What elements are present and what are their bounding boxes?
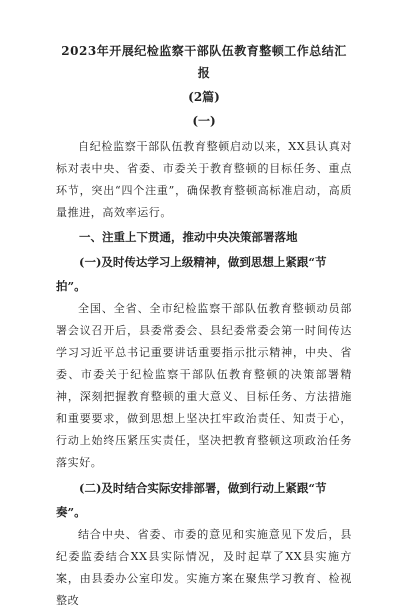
subsection-heading-1: (一)及时传达学习上级精神，做到思想上紧跟“节拍”。 bbox=[56, 255, 327, 293]
body-paragraph-1: 全国、全省、全市纪检监察干部队伍教育整顿动员部署会议召开后，县委常委会、县纪委常委会第一时间传达学习习近平总书记重要讲话重要指示批示精神，中央、省委、市委关于纪检监察干部队伍教育整顿的决策部署精神，深刻把握教育整顿的重大意义、目标任务、方法措施和重要要求，做到思想上坚决扛牢政治责任、知责于心，行动上始终压紧压实责任，坚决把教育整顿这项政治任务落实好。 bbox=[56, 302, 352, 469]
body-paragraph-2: 结合中央、省委、市委的意见和实施意见下发后，县纪委监委结合XX县实际情况，及时起草了XX县实施方案，由县委办公室印发。实施方案在聚焦学习教育、检视整改 bbox=[56, 528, 352, 607]
document-title: 2023年开展纪检监察干部队伍教育整顿工作总结汇报 bbox=[61, 44, 347, 80]
part-label: (一) bbox=[192, 114, 216, 128]
intro-paragraph: 自纪检监察干部队伍教育整顿启动以来，XX县认真对标对表中央、省委、市委关于教育整顿的目标任务、重点环节，突出“四个注重”，确保教育整顿高标准启动，高质量推进，高效率运行。 bbox=[56, 140, 352, 219]
section-heading-1: 一、注重上下贯通，推动中央决策部署落地 bbox=[79, 230, 298, 244]
subsection-heading-2: (二)及时结合实际安排部署，做到行动上紧跟“节奏”。 bbox=[56, 481, 327, 519]
document-subtitle: (2篇) bbox=[188, 90, 220, 104]
